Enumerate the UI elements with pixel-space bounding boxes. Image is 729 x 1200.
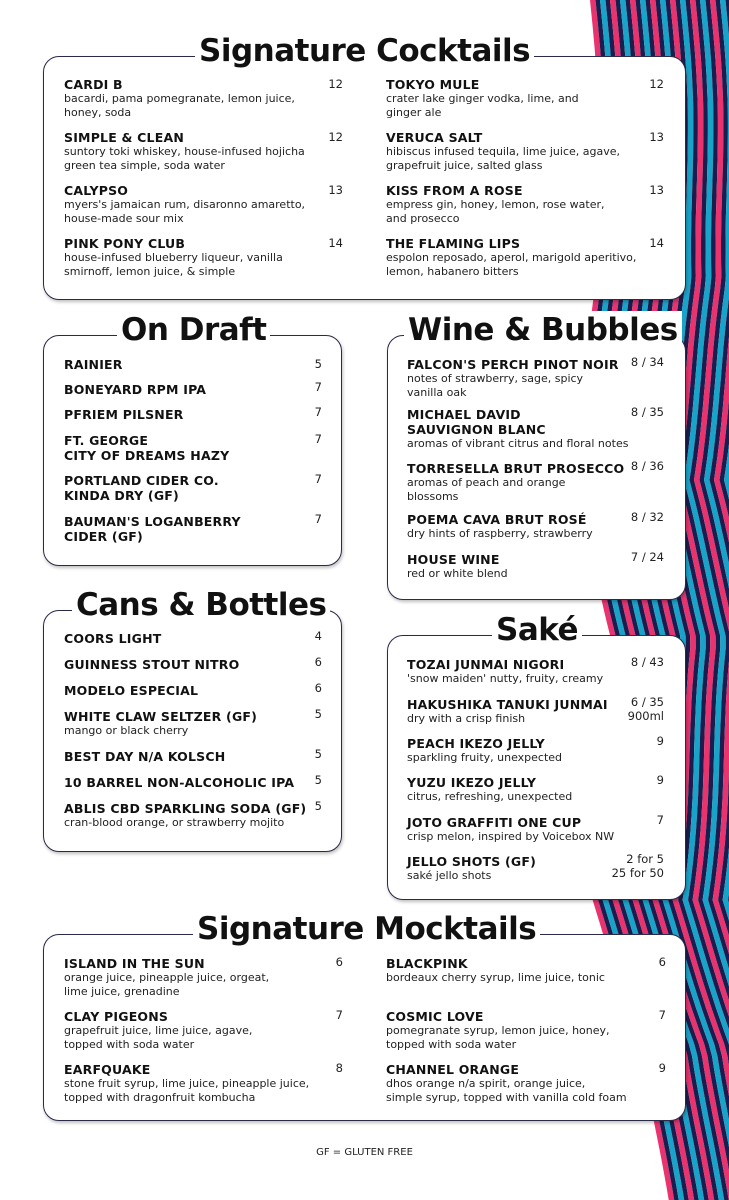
item-name: EARFQUAKE	[64, 1062, 151, 1077]
item-price: 8 / 43	[630, 655, 664, 669]
item-price: 4	[314, 629, 322, 643]
item-description: red or white blend	[407, 567, 508, 580]
item-price: 7	[314, 380, 322, 394]
item-description: grapefruit juice, lime juice, agave, topped with soda water	[64, 1024, 253, 1051]
item-name: VERUCA SALT	[386, 130, 483, 145]
item-description: dry hints of raspberry, strawberry	[407, 527, 593, 540]
menu-item	[64, 382, 206, 397]
menu-item	[64, 709, 257, 738]
item-description: 'snow maiden' nutty, fruity, creamy	[407, 672, 604, 685]
menu-item	[386, 236, 636, 278]
item-description: bordeaux cherry syrup, lime juice, tonic	[386, 971, 605, 984]
menu-item	[64, 357, 123, 372]
item-price: 5	[314, 799, 322, 813]
menu-item	[64, 657, 239, 672]
item-name: BLACKPINK	[386, 956, 468, 971]
item-price: 9	[656, 773, 664, 787]
item-price: 12	[649, 77, 664, 91]
section-title-signature-cocktails: Signature Cocktails	[195, 32, 534, 70]
item-name: JOTO GRAFFITI ONE CUP	[407, 815, 582, 830]
menu-item	[64, 683, 198, 698]
item-name: PEACH IKEZO JELLY	[407, 736, 545, 751]
item-price: 8 / 32	[630, 510, 664, 524]
item-description: house-infused blueberry liqueur, vanilla smirnoff, lemon juice, & simple	[64, 251, 283, 278]
menu-item	[386, 183, 605, 225]
menu-item	[407, 697, 608, 726]
item-description: stone fruit syrup, lime juice, pineapple juice, topped with dragonfruit kombucha	[64, 1077, 310, 1104]
item-price: 7 / 24	[630, 550, 664, 564]
item-price: 5	[314, 773, 322, 787]
item-name: FT. GEORGE CITY OF DREAMS HAZY	[64, 433, 230, 463]
item-price: 6 / 35 900ml	[627, 695, 664, 723]
item-price: 8	[335, 1061, 343, 1075]
item-name: CALYPSO	[64, 183, 129, 198]
item-name: BAUMAN'S LOGANBERRY CIDER (GF)	[64, 514, 241, 544]
menu-item	[386, 1062, 627, 1104]
item-price: 14	[649, 236, 664, 250]
menu-item	[64, 631, 161, 646]
menu-item	[407, 736, 562, 765]
item-price: 6	[314, 681, 322, 695]
item-price: 7	[314, 512, 322, 526]
item-name: COSMIC LOVE	[386, 1009, 484, 1024]
menu-item	[64, 956, 269, 998]
item-name: MODELO ESPECIAL	[64, 683, 199, 698]
menu-item	[64, 433, 229, 463]
menu-item	[64, 749, 225, 764]
section-title-sake: Saké	[492, 611, 582, 649]
item-price: 9	[656, 734, 664, 748]
item-price: 7	[335, 1008, 343, 1022]
item-description: crater lake ginger vodka, lime, and ginger ale	[386, 92, 579, 119]
item-description: hibiscus infused tequila, lime juice, agave, grapefruit juice, salted glass	[386, 145, 620, 172]
item-description: citrus, refreshing, unexpected	[407, 790, 573, 803]
item-name: PFRIEM PILSNER	[64, 407, 184, 422]
item-name: BEST DAY N/A KOLSCH	[64, 749, 226, 764]
item-price: 5	[314, 707, 322, 721]
item-name: HAKUSHIKA TANUKI JUNMAI	[407, 697, 608, 712]
item-name: CLAY PIGEONS	[64, 1009, 169, 1024]
item-price: 8 / 35	[630, 405, 664, 419]
menu-item	[386, 956, 605, 985]
section-title-on-draft: On Draft	[117, 311, 270, 349]
item-description: aromas of vibrant citrus and floral notes	[407, 437, 629, 450]
item-name: ISLAND IN THE SUN	[64, 956, 205, 971]
item-description: notes of strawberry, sage, spicy vanilla oak	[407, 372, 584, 399]
menu-item	[64, 77, 295, 119]
menu-item	[64, 1062, 309, 1104]
menu-item	[407, 552, 508, 581]
menu-item	[407, 854, 536, 883]
menu-item	[407, 407, 628, 451]
menu-item	[407, 815, 614, 844]
menu-item	[407, 512, 593, 541]
item-name: PORTLAND CIDER CO. KINDA DRY (GF)	[64, 473, 219, 503]
item-description: cran-blood orange, or strawberry mojito	[64, 816, 285, 829]
menu-item	[407, 657, 603, 686]
menu-item	[64, 801, 306, 830]
item-name: ABLIS CBD SPARKLING SODA (GF)	[64, 801, 307, 816]
item-name: CARDI B	[64, 77, 123, 92]
item-description: suntory toki whiskey, house-infused hojicha green tea simple, soda water	[64, 145, 305, 172]
item-price: 9	[658, 1061, 666, 1075]
section-title-wine-bubbles: Wine & Bubbles	[404, 311, 682, 349]
item-description: sparkling fruity, unexpected	[407, 751, 563, 764]
menu-item	[407, 461, 624, 503]
item-description: crisp melon, inspired by Voicebox NW	[407, 830, 615, 843]
item-name: CHANNEL ORANGE	[386, 1062, 520, 1077]
section-title-signature-mocktails: Signature Mocktails	[193, 910, 540, 948]
item-description: myers's jamaican rum, disaronno amaretto, house-made sour mix	[64, 198, 306, 225]
item-price: 5	[314, 357, 322, 371]
item-price: 5	[314, 747, 322, 761]
menu-item	[386, 1009, 610, 1051]
gluten-free-footnote: GF = GLUTEN FREE	[316, 1147, 413, 1158]
menu-item	[407, 357, 619, 399]
item-price: 8 / 36	[630, 459, 664, 473]
item-name: COORS LIGHT	[64, 631, 162, 646]
item-price: 13	[649, 130, 664, 144]
item-price: 6	[658, 955, 666, 969]
item-name: WHITE CLAW SELTZER (GF)	[64, 709, 258, 724]
item-price: 7	[314, 472, 322, 486]
item-price: 2 for 5 25 for 50	[611, 852, 664, 880]
item-description: empress gin, honey, lemon, rose water, and prosecco	[386, 198, 605, 225]
item-name: MICHAEL DAVID SAUVIGNON BLANC	[407, 407, 546, 437]
item-name: TOKYO MULE	[386, 77, 480, 92]
menu-item	[64, 1009, 252, 1051]
item-description: aromas of peach and orange blossoms	[407, 476, 566, 503]
item-description: espolon reposado, aperol, marigold aperitivo, lemon, habanero bitters	[386, 251, 637, 278]
item-price: 12	[328, 130, 343, 144]
menu-item	[64, 473, 219, 503]
item-price: 14	[328, 236, 343, 250]
item-price: 12	[328, 77, 343, 91]
item-description: orange juice, pineapple juice, orgeat, lime juice, grenadine	[64, 971, 270, 998]
item-price: 13	[649, 183, 664, 197]
item-description: dhos orange n/a spirit, orange juice, simple syrup, topped with vanilla cold foam	[386, 1077, 627, 1104]
item-name: KISS FROM A ROSE	[386, 183, 523, 198]
menu-item	[64, 183, 305, 225]
item-price: 7	[656, 813, 664, 827]
item-name: 10 BARREL NON-ALCOHOLIC IPA	[64, 775, 295, 790]
item-description: bacardi, pama pomegranate, lemon juice, honey, soda	[64, 92, 295, 119]
menu-item	[64, 407, 184, 422]
item-price: 8 / 34	[630, 355, 664, 369]
item-name: POEMA CAVA BRUT ROSÉ	[407, 512, 587, 527]
item-name: RAINIER	[64, 357, 123, 372]
menu-item	[64, 130, 305, 172]
item-description: saké jello shots	[407, 869, 492, 882]
item-name: FALCON'S PERCH PINOT NOIR	[407, 357, 619, 372]
item-name: SIMPLE & CLEAN	[64, 130, 184, 145]
item-name: TORRESELLA BRUT PROSECCO	[407, 461, 625, 476]
item-description: dry with a crisp finish	[407, 712, 526, 725]
item-name: GUINNESS STOUT NITRO	[64, 657, 240, 672]
menu-item	[386, 130, 620, 172]
item-description: pomegranate syrup, lemon juice, honey, topped with soda water	[386, 1024, 610, 1051]
item-name: YUZU IKEZO JELLY	[407, 775, 537, 790]
item-price: 13	[328, 183, 343, 197]
item-price: 7	[658, 1008, 666, 1022]
item-name: BONEYARD RPM IPA	[64, 382, 207, 397]
section-title-cans-bottles: Cans & Bottles	[72, 586, 330, 624]
item-name: HOUSE WINE	[407, 552, 500, 567]
item-price: 7	[314, 432, 322, 446]
menu-item	[64, 236, 283, 278]
item-name: TOZAI JUNMAI NIGORI	[407, 657, 565, 672]
item-price: 7	[314, 405, 322, 419]
item-name: PINK PONY CLUB	[64, 236, 186, 251]
item-name: THE FLAMING LIPS	[386, 236, 521, 251]
item-price: 6	[314, 655, 322, 669]
menu-item	[64, 514, 241, 544]
menu-item	[386, 77, 579, 119]
menu-item	[407, 775, 572, 804]
item-description: mango or black cherry	[64, 724, 189, 737]
item-price: 6	[335, 955, 343, 969]
item-name: JELLO SHOTS (GF)	[407, 854, 537, 869]
menu-item	[64, 775, 294, 790]
